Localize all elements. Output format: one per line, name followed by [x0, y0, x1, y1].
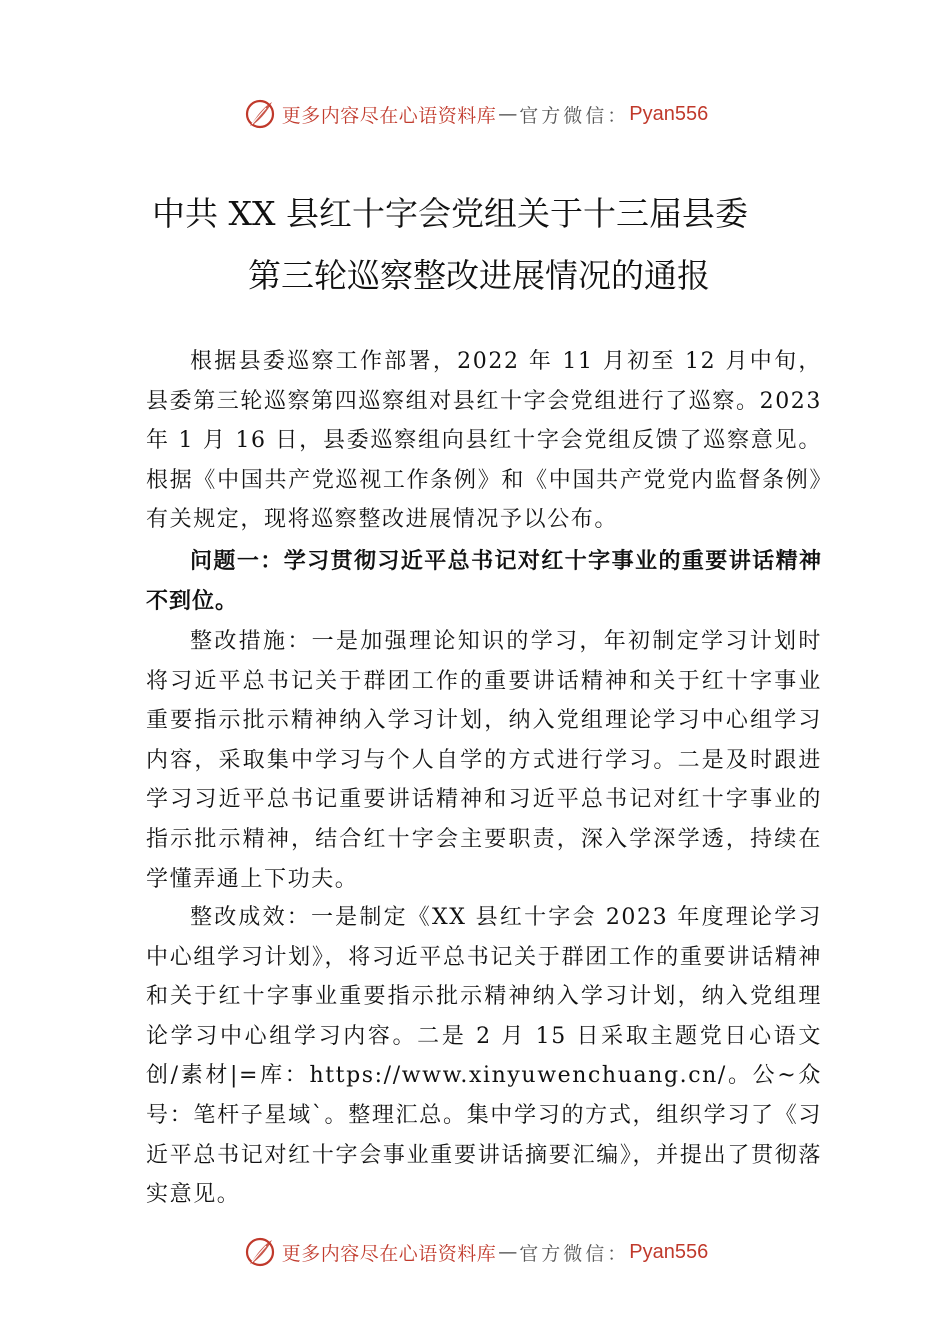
feather-logo-icon — [242, 96, 278, 132]
watermark-separator: — — [498, 103, 518, 125]
document-title-line-1: 中共 XX 县红十字会党组关于十三届县委 — [152, 194, 748, 233]
watermark-wechat-id: Pyan556 — [629, 102, 709, 125]
paragraph-intro: 根据县委巡察工作部署，2022 年 11 月初至 12 月中旬，县委第三轮巡察第四巡察组对县红十字会党组进行了巡察。2023 年 1 月 16 日，县委巡察组向县红十字会党组反馈了巡察意见。根据《中国共产党巡视工作条例》和《中国共产党党内监督条例》有关规定，现将巡察整改进展情况予以公布。 — [146, 349, 822, 533]
watermark-site-text: 更多内容尽在心语资料库 — [281, 1242, 497, 1265]
watermark-wechat-id: Pyan556 — [629, 1240, 709, 1263]
watermark-label: 官方微信： — [519, 1242, 630, 1265]
watermark-separator: — — [498, 1241, 518, 1263]
watermark-site-text: 更多内容尽在心语资料库 — [281, 104, 497, 127]
watermark-footer — [0, 1232, 950, 1272]
paragraph-rectification-results: 整改成效：一是制定《XX 县红十字会 2023 年度理论学习中心组学习计划》，将习近平总书记关于群团工作的重要讲话精神和关于红十字事业重要指示批示精神纳入学习计划，纳入党组理论学习中心组学习内容。二是 2 月 15 日采取主题党日心语文创/素材|=库：https://www.xinyuwenchuang.cn/。公~众号：笔杆子星域`。整理汇总。集中学习的方式，组织学习了《习近平总书记对红十字会事业重要讲话摘要汇编》，并提出了贯彻落实意见。 — [146, 905, 822, 1208]
paragraph-rectification-measures: 整改措施：一是加强理论知识的学习，年初制定学习计划时将习近平总书记关于群团工作的重要讲话精神和关于红十字事业重要指示批示精神纳入学习计划，纳入党组理论学习中心组学习内容，采取集中学习与个人自学的方式进行学习。二是及时跟进学习习近平总书记重要讲话精神和习近平总书记对红十字事业的指示批示精神，结合红十字会主要职责，深入学深学透，持续在学懂弄通上下功夫。 — [146, 629, 822, 892]
document-title-line-2: 第三轮巡察整改进展情况的通报 — [248, 256, 710, 295]
watermark-header — [0, 94, 950, 134]
issue-1-heading: 问题一：学习贯彻习近平总书记对红十字事业的重要讲话精神不到位。 — [146, 549, 822, 614]
feather-logo-icon — [242, 1234, 278, 1270]
watermark-label: 官方微信： — [519, 104, 630, 127]
